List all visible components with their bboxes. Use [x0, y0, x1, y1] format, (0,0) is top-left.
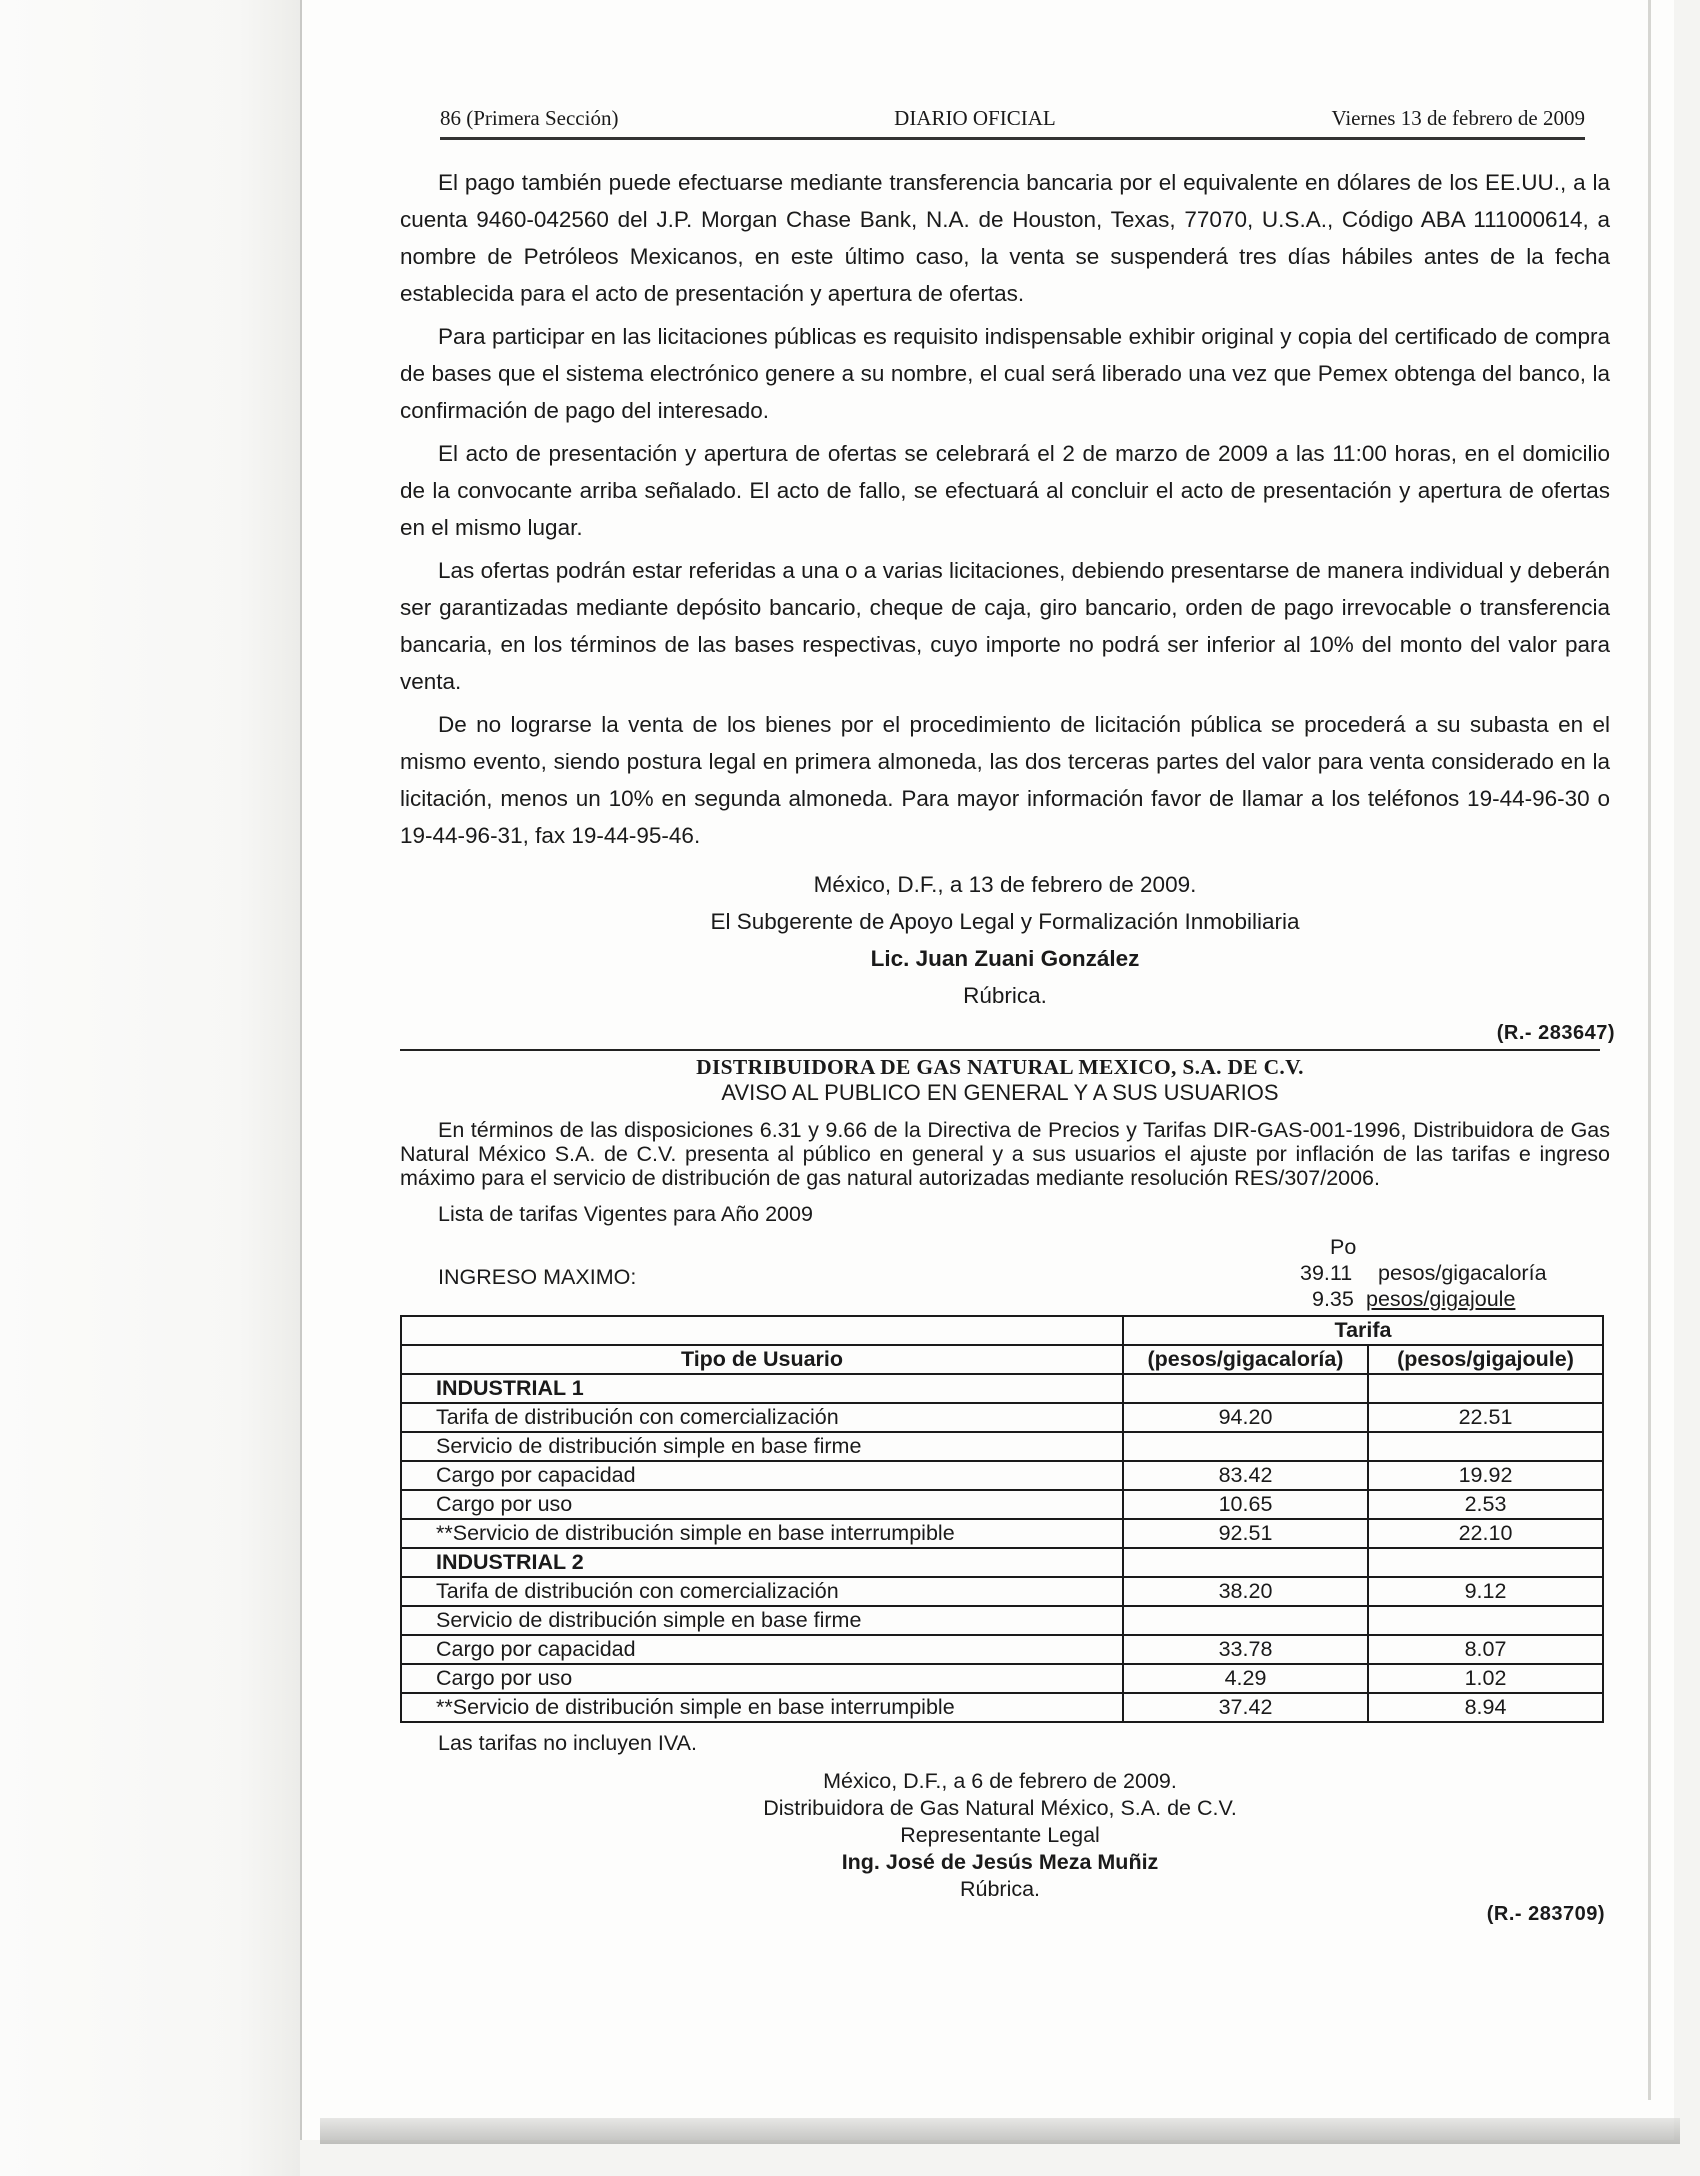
user-type-cell: Cargo por uso — [401, 1490, 1123, 1519]
user-type-cell: **Servicio de distribución simple en base interrumpible — [401, 1693, 1123, 1722]
gj-value-cell: 1.02 — [1368, 1664, 1603, 1693]
header-blank-cell — [401, 1316, 1123, 1345]
gj-value-cell: 8.07 — [1368, 1635, 1603, 1664]
signer-position: El Subgerente de Apoyo Legal y Formalización Inmobiliaria — [710, 909, 1300, 934]
paragraph-text: Para participar en las licitaciones públicas es requisito indispensable exhibir original y copia del certificado de compra de bases que el sistema electrónico genere a su nombre, el cual será liberado una vez que Pemex obtenga del banco, la confirmación de pago del interesado. — [400, 324, 1610, 423]
ingreso-label: INGRESO MAXIMO: — [438, 1265, 637, 1289]
header-date: Viernes 13 de febrero de 2009 — [1331, 106, 1585, 130]
table-row — [401, 1664, 1603, 1693]
gcal-value-cell — [1123, 1432, 1368, 1461]
iva-note: Las tarifas no incluyen IVA. — [438, 1731, 697, 1755]
notice-intro — [400, 1118, 1610, 1190]
user-type-cell: Cargo por capacidad — [401, 1635, 1123, 1664]
gcal-value-cell: 33.78 — [1123, 1635, 1368, 1664]
gcal-value-cell: 4.29 — [1123, 1664, 1368, 1693]
table-row — [401, 1432, 1603, 1461]
tarifa-header: Tarifa — [1123, 1316, 1603, 1345]
gcal-value-cell — [1123, 1374, 1368, 1403]
ingreso-unit-gj: pesos/gigajoule — [1366, 1287, 1516, 1311]
ingreso-unit-gcal: pesos/gigacaloría — [1378, 1261, 1547, 1285]
gj-value-cell: 19.92 — [1368, 1461, 1603, 1490]
user-type-cell: Cargo por uso — [401, 1664, 1123, 1693]
page-header — [440, 106, 1585, 140]
gj-value-cell — [1368, 1606, 1603, 1635]
user-type-cell: Tarifa de distribución con comercialización — [401, 1577, 1123, 1606]
paragraph — [400, 164, 1610, 312]
place-date: México, D.F., a 6 de febrero de 2009. — [823, 1769, 1177, 1793]
gj-value-cell: 22.10 — [1368, 1519, 1603, 1548]
table-row — [401, 1577, 1603, 1606]
paragraph-text: El acto de presentación y apertura de ofertas se celebrará el 2 de marzo de 2009 a las 11:00 horas, en el domicilio de la convocante arriba señalado. El acto de fallo, se efectuará al concluir el acto de presentación y apertura de ofertas en el mismo lugar. — [400, 441, 1610, 540]
col-pesos-gigacaloria: (pesos/gigacaloría) — [1123, 1345, 1368, 1374]
gj-value-cell: 8.94 — [1368, 1693, 1603, 1722]
reference-code: (R.- 283709) — [1486, 1903, 1605, 1925]
paragraph — [400, 552, 1610, 700]
table-row — [401, 1519, 1603, 1548]
gcal-value-cell: 10.65 — [1123, 1490, 1368, 1519]
table-row — [401, 1403, 1603, 1432]
scan-margin — [0, 0, 300, 2176]
ingreso-maximo — [400, 1233, 1610, 1315]
paragraph — [400, 318, 1610, 429]
notice-subtitle: AVISO AL PUBLICO EN GENERAL Y A SUS USUARIOS — [721, 1080, 1279, 1105]
gcal-value-cell — [1123, 1606, 1368, 1635]
paragraph-text: Las ofertas podrán estar referidas a una o a varias licitaciones, debiendo presentarse de manera individual y deberán ser garantizadas mediante depósito bancario, cheque de caja, giro bancario, orden de pago irrevocable o transferencia bancaria, en los términos de las bases respectivas, cuyo importe no podrá ser inferior al 10% del monto del valor para venta. — [400, 558, 1610, 694]
table-row — [401, 1490, 1603, 1519]
user-type-cell: **Servicio de distribución simple en base interrumpible — [401, 1519, 1123, 1548]
gcal-value-cell: 92.51 — [1123, 1519, 1368, 1548]
signer-name: Ing. José de Jesús Meza Muñiz — [841, 1850, 1159, 1874]
paragraph-text: De no lograrse la venta de los bienes por el procedimiento de licitación pública se procederá a su subasta en el mismo evento, siendo postura legal en primera almoneda, las dos terceras partes del valor para venta considerado en la licitación, menos un 10% en segunda almoneda. Para mayor información favor de llamar a los teléfonos 19-44-96-30 o 19-44-96-31, fax 19-44-95-46. — [400, 712, 1610, 848]
section-divider — [400, 1049, 1600, 1051]
paragraph — [400, 706, 1610, 854]
signer-position: Representante Legal — [900, 1823, 1100, 1847]
col-pesos-gigajoule: (pesos/gigajoule) — [1368, 1345, 1603, 1374]
gcal-value-cell: 94.20 — [1123, 1403, 1368, 1432]
page-content — [400, 106, 1615, 1926]
gcal-value-cell — [1123, 1548, 1368, 1577]
gcal-value-cell: 83.42 — [1123, 1461, 1368, 1490]
section1-body — [400, 164, 1610, 854]
gj-value-cell: 9.12 — [1368, 1577, 1603, 1606]
header-publication: DIARIO OFICIAL — [894, 106, 1056, 130]
group-label-cell: INDUSTRIAL 1 — [401, 1374, 1123, 1403]
po-label: Po — [1330, 1235, 1357, 1259]
paragraph-text: El pago también puede efectuarse mediante transferencia bancaria por el equivalente en dólares de los EE.UU., a la cuenta 9460-042560 del J.P. Morgan Chase Bank, N.A. de Houston, Texas, 77070, U.S.A., Código ABA 111000614, a nombre de Petróleos Mexicanos, en este último caso, la venta se suspenderá tres días hábiles antes de la fecha establecida para el acto de presentación y apertura de ofertas. — [400, 170, 1610, 306]
rubrica: Rúbrica. — [959, 1877, 1041, 1901]
table-header-row — [401, 1316, 1603, 1345]
group-label-cell: INDUSTRIAL 2 — [401, 1548, 1123, 1577]
table-row — [401, 1374, 1603, 1403]
company-title: DISTRIBUIDORA DE GAS NATURAL MEXICO, S.A. DE C.V. — [696, 1055, 1304, 1079]
ingreso-value-gcal: 39.11 — [1300, 1261, 1353, 1285]
user-type-cell: Servicio de distribución simple en base firme — [401, 1606, 1123, 1635]
ingreso-value-gj: 9.35 — [1312, 1287, 1354, 1311]
tariff-list-title: Lista de tarifas Vigentes para Año 2009 — [438, 1202, 813, 1226]
user-type-cell: Servicio de distribución simple en base firme — [401, 1432, 1123, 1461]
table-header-row — [401, 1345, 1603, 1374]
user-type-cell: Cargo por capacidad — [401, 1461, 1123, 1490]
table-row — [401, 1693, 1603, 1722]
place-date: México, D.F., a 13 de febrero de 2009. — [813, 872, 1197, 897]
col-tipo-usuario: Tipo de Usuario — [401, 1345, 1123, 1374]
page-edge — [1648, 0, 1651, 2100]
tariff-table-body — [401, 1374, 1603, 1722]
reference-code: (R.- 283647) — [1496, 1022, 1615, 1044]
notice-intro-text: En términos de las disposiciones 6.31 y 9.66 de la Directiva de Precios y Tarifas DIR-GAS-001-1996, Distribuidora de Gas Natural México S.A. de C.V. presenta al público en general y a sus usuarios el ajuste por inflación de las tarifas e ingreso máximo para el servicio de distribución de gas natural autorizadas mediante resolución RES/307/2006. — [400, 1118, 1610, 1190]
header-page-section: 86 (Primera Sección) — [440, 106, 619, 130]
gj-value-cell — [1368, 1374, 1603, 1403]
signature-block-1 — [400, 866, 1610, 1014]
gj-value-cell — [1368, 1548, 1603, 1577]
signer-name: Lic. Juan Zuani González — [870, 946, 1140, 971]
table-row — [401, 1548, 1603, 1577]
gcal-value-cell: 37.42 — [1123, 1693, 1368, 1722]
table-row — [401, 1635, 1603, 1664]
tariff-table — [400, 1315, 1604, 1723]
user-type-cell: Tarifa de distribución con comercialización — [401, 1403, 1123, 1432]
table-row — [401, 1606, 1603, 1635]
paragraph — [400, 435, 1610, 546]
gcal-value-cell: 38.20 — [1123, 1577, 1368, 1606]
company-signature: Distribuidora de Gas Natural México, S.A. de C.V. — [763, 1796, 1237, 1820]
rubrica: Rúbrica. — [963, 983, 1047, 1008]
gj-value-cell: 22.51 — [1368, 1403, 1603, 1432]
gj-value-cell: 2.53 — [1368, 1490, 1603, 1519]
signature-block-2 — [400, 1768, 1600, 1903]
scan-bottom-shadow — [320, 2118, 1680, 2144]
gj-value-cell — [1368, 1432, 1603, 1461]
table-row — [401, 1461, 1603, 1490]
